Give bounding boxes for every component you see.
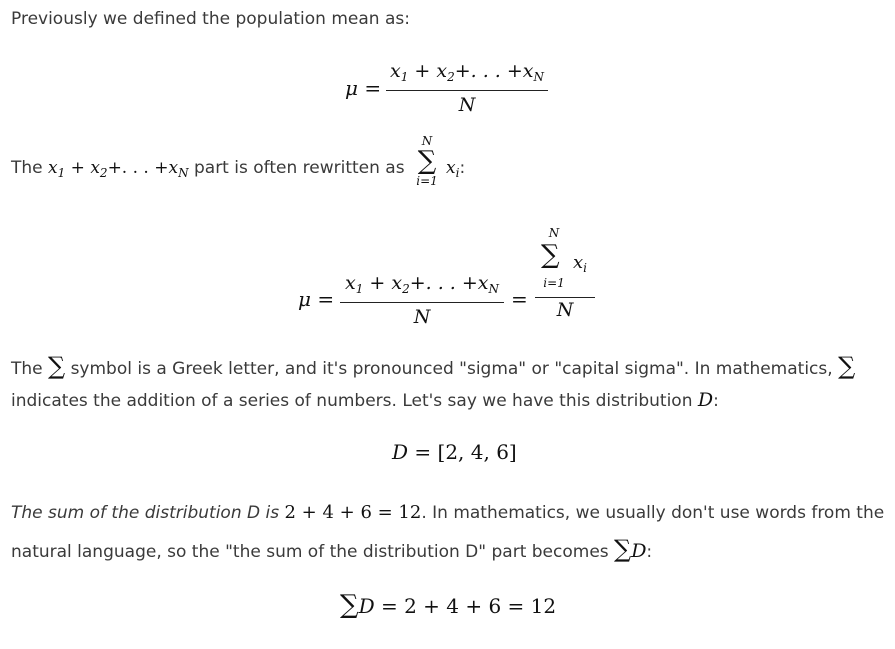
sum-lower-limit: i=1 (416, 174, 438, 188)
equals-sign: = (511, 287, 528, 311)
mean-lhs-2: μ = (298, 287, 335, 311)
intro-paragraph (11, 7, 410, 31)
mean-denominator: N (458, 94, 476, 116)
sum-upper-limit: N (421, 134, 433, 148)
mean-numerator: $x_1 + x_2+$. . . $+x_N$ (389, 60, 544, 84)
xi-term: $x_i$: (446, 158, 466, 180)
sigma-fraction: N ∑ i=1 $x_i$ N (535, 226, 595, 322)
inline-sum-with-limits (412, 134, 442, 188)
sum-paragraph-line2: natural language, so the "the sum of the distribution D" part becomes ∑D: (11, 535, 653, 563)
rewrite-paragraph: The $x_1 + x_2+$. . . $+x_N$ part is often rewritten as (11, 158, 405, 180)
sigma-symbol: ∑ (417, 146, 437, 176)
sigma-explanation-line2: indicates the addition of a series of numbers. Let's say we have this distribution D: (11, 389, 719, 411)
mean-lhs: μ = (345, 76, 382, 100)
mean-fraction (386, 60, 548, 116)
sum-equation: ∑D = 2 + 4 + 6 = 12 (340, 590, 557, 620)
fraction-bar (386, 90, 548, 91)
sum-paragraph-line1: The sum of the distribution D is 2 + 4 + 6 = 12. In mathematics, we usually don't use words from the (11, 502, 885, 523)
mean-fraction-2: $x_1 + x_2+$. . . $+x_N$ N (340, 272, 504, 328)
sigma-explanation-line1: The ∑ symbol is a Greek letter, and it's pronounced "sigma" or "capital sigma". In mathematics, ∑ (11, 352, 856, 380)
intro-text: Previously we defined the population mean as: (11, 9, 410, 29)
distribution-equation: D = [2, 4, 6] (392, 440, 517, 464)
